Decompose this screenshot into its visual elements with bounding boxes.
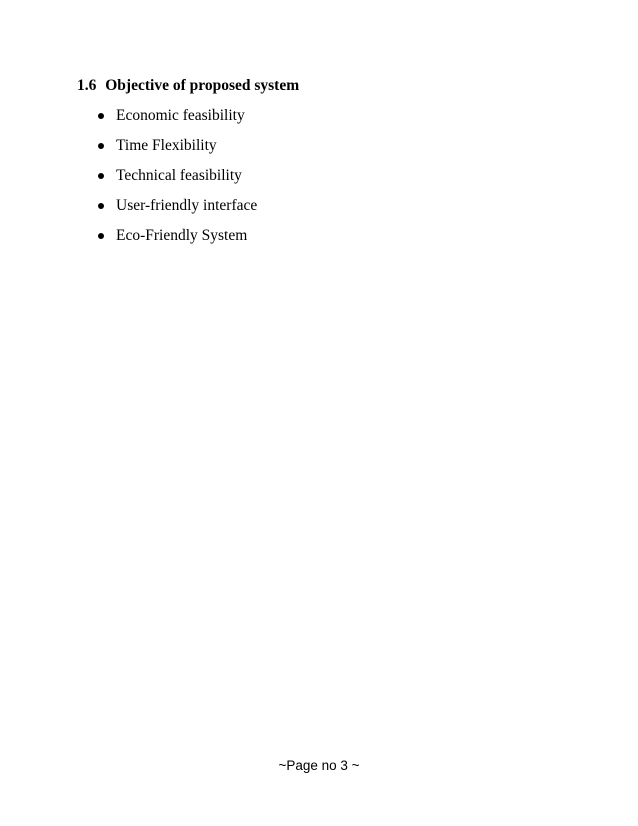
section-heading: [77, 76, 299, 96]
bullet-icon: [98, 173, 104, 179]
bullet-icon: [98, 113, 104, 119]
list-item-text: Time Flexibility: [116, 137, 217, 154]
objectives-list: [98, 106, 257, 256]
list-item-text: Eco-Friendly System: [116, 227, 248, 244]
list-item-text: Economic feasibility: [116, 107, 245, 124]
bullet-icon: [98, 233, 104, 239]
list-item: [98, 226, 257, 256]
page-number-footer: ~Page no 3 ~: [278, 758, 360, 773]
list-item: [98, 196, 257, 226]
list-item: [98, 106, 257, 136]
section-title: Objective of proposed system: [105, 77, 300, 94]
list-item: [98, 136, 257, 166]
list-item-text: User-friendly interface: [116, 197, 258, 214]
section-number: 1.6: [77, 77, 97, 94]
list-item-text: Technical feasibility: [116, 167, 242, 184]
bullet-icon: [98, 203, 104, 209]
list-item: [98, 166, 257, 196]
bullet-icon: [98, 143, 104, 149]
